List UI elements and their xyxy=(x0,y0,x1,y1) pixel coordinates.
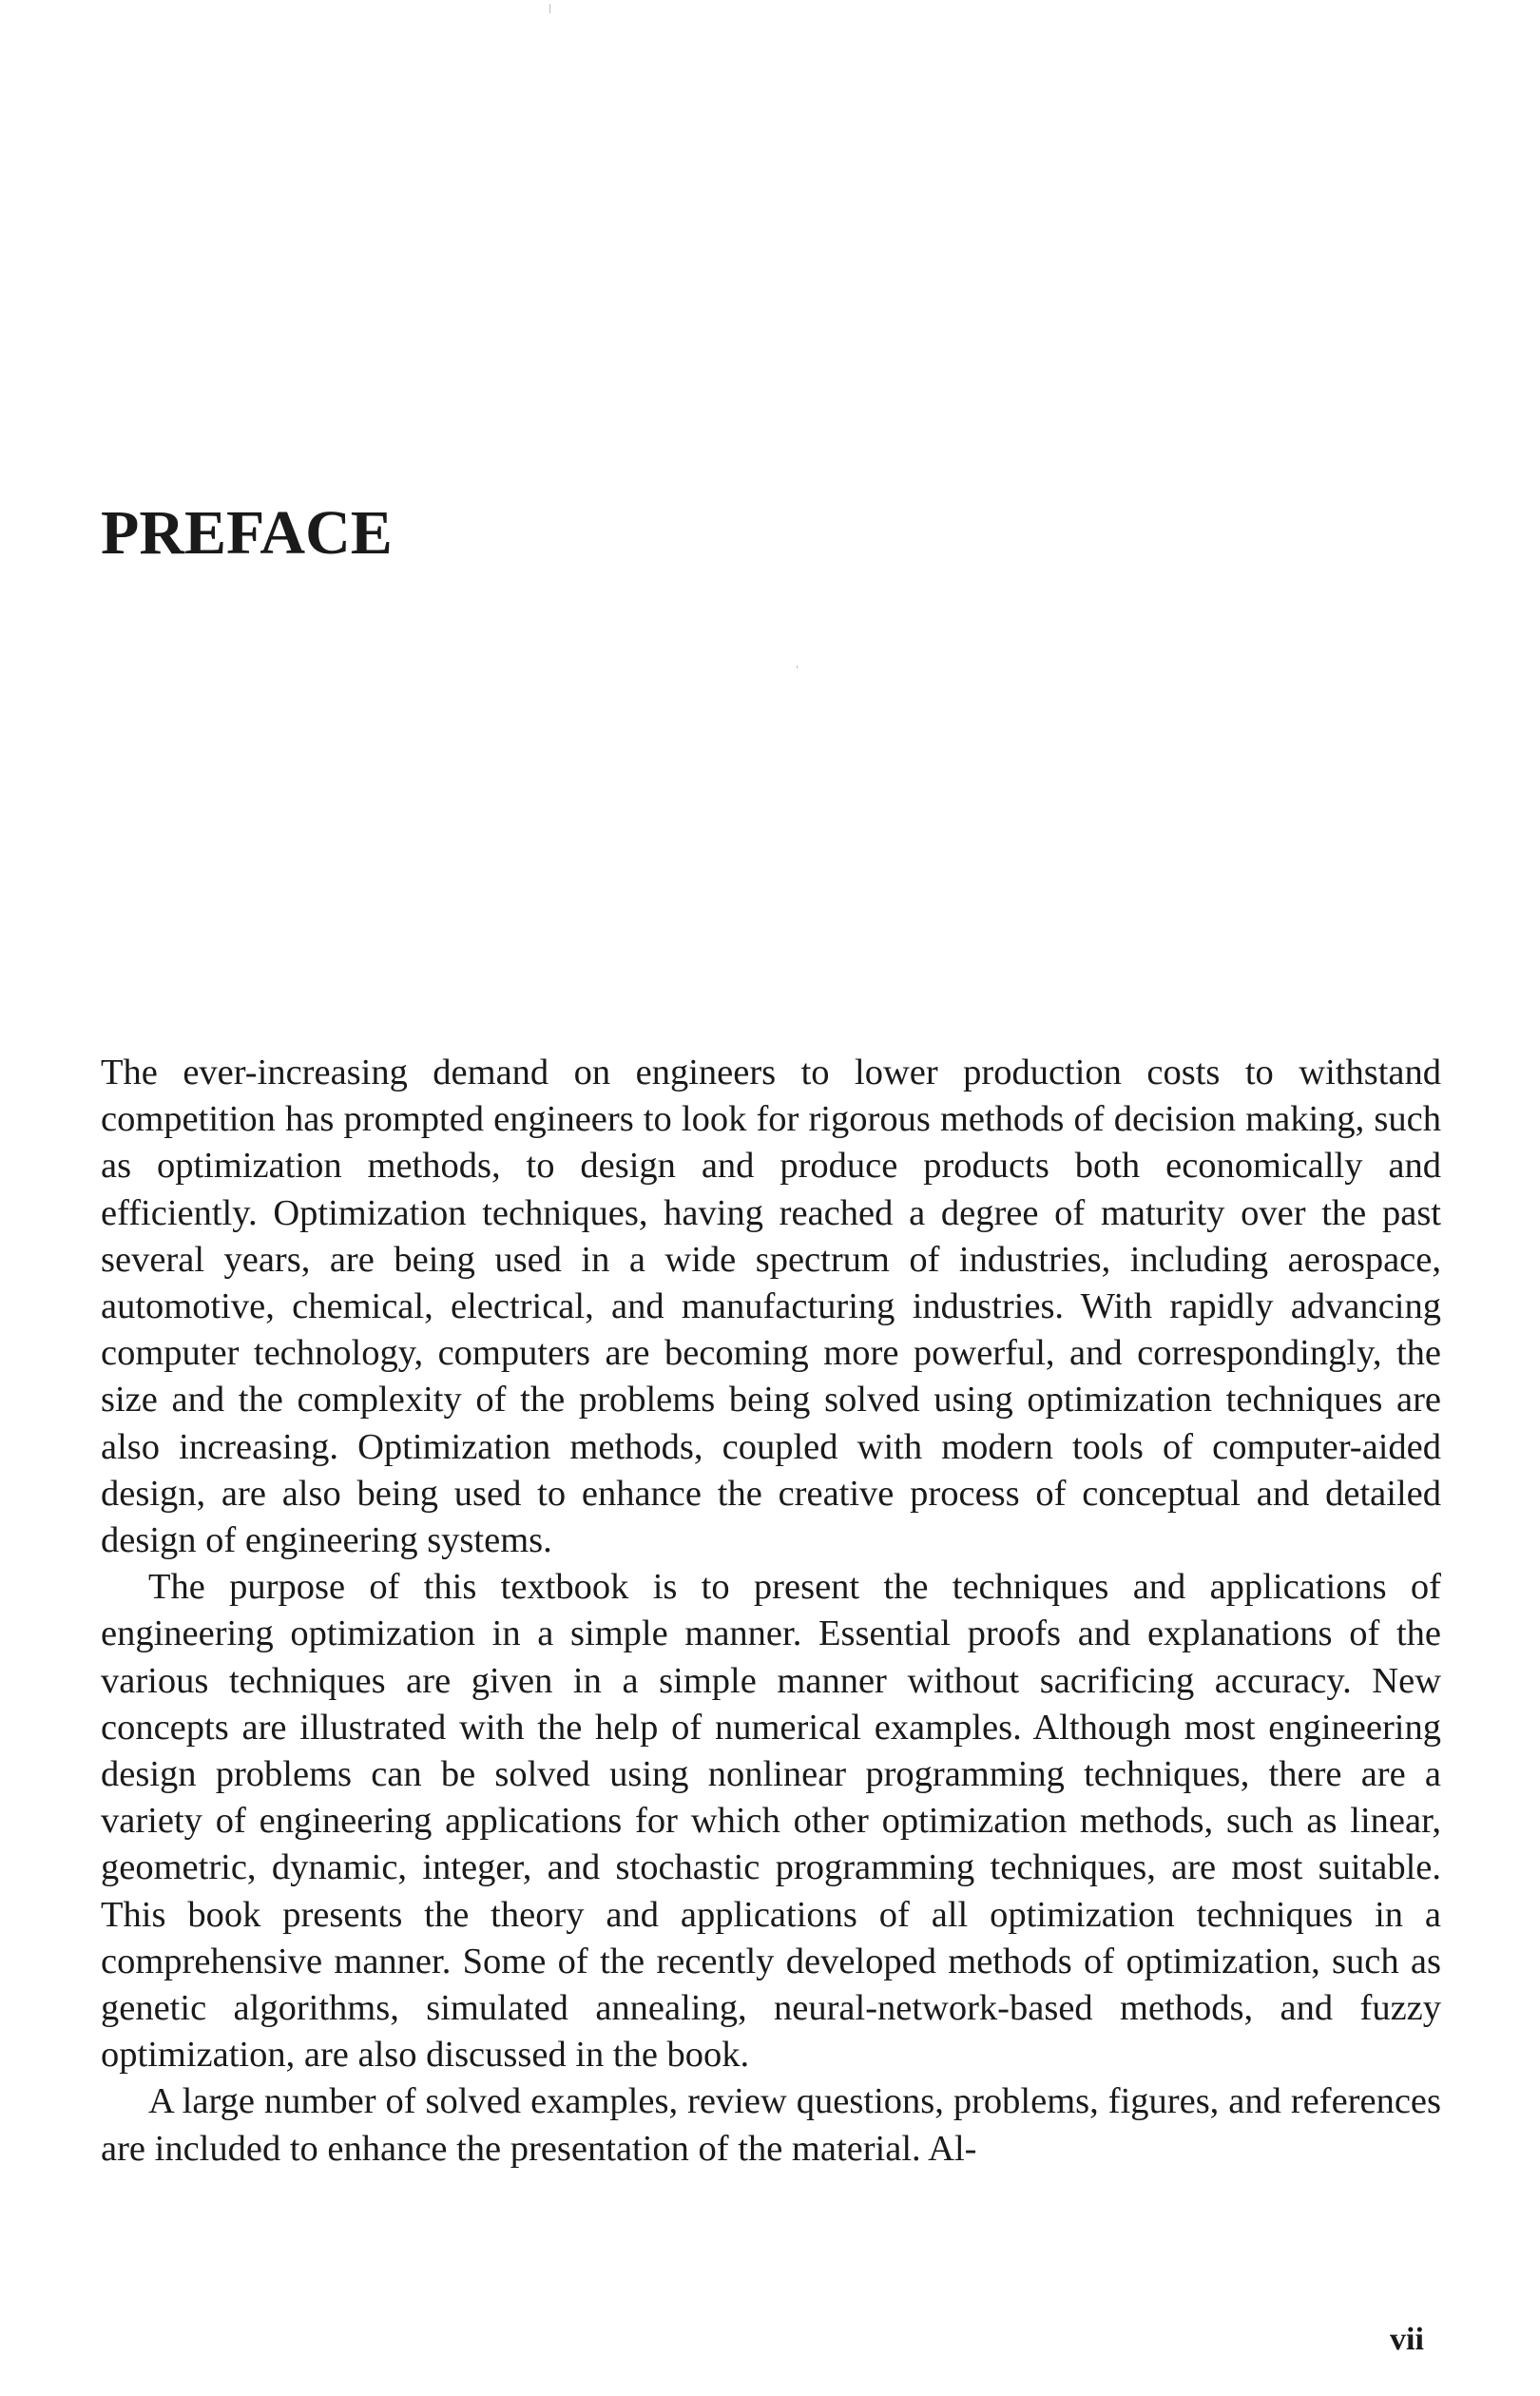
scan-speck xyxy=(549,4,550,13)
page-title: PREFACE xyxy=(101,498,393,568)
paragraph: A large number of solved examples, review questions, problems, figures, and references are included to enhance the presentation of the material. Al- xyxy=(101,2081,1441,2169)
paragraph: The purpose of this textbook is to present the techniques and applications of engineering optimization in a simple manner. Essential proofs and explanations of the various techniques are given in a simple manner without sacrificing accuracy. New concepts are illustrated with the help of numerical examples. Although most engineering design problems can be solved using nonlinear programming techniques, there are a variety of engineering applications for which other optimization methods, such as linear, geometric, dynamic, integer, and stochastic programming techniques, are most suitable. This book presents the theory and applications of all optimization techniques in a comprehensive manner. Some of the recently developed methods of optimization, such as genetic algorithms, simulated annealing, neural-network-based methods, and fuzzy optimization, are also discussed in the book. xyxy=(101,1567,1441,2076)
page-number: vii xyxy=(1390,2322,1424,2357)
paragraph: The ever-increasing demand on engineers to lower production costs to withstand competition has prompted engineers to look for rigorous methods of decision making, such as optimization methods, to design and produce products both economically and efficiently. Optimization techniques, having reached a degree of maturity over the past several years, are being used in a wide spectrum of industries, including aerospace, automotive, chemical, electrical, and manufacturing industries. With rapidly advancing computer technology, computers are becoming more powerful, and correspondingly, the size and the complexity of the problems being solved using optimization techniques are also increasing. Optimization methods, coupled with modern tools of computer-aided design, are also being used to enhance the creative process of conceptual and detailed design of engineering systems. xyxy=(101,1053,1441,1561)
scan-speck xyxy=(797,666,798,668)
body-text xyxy=(101,1050,1441,2173)
